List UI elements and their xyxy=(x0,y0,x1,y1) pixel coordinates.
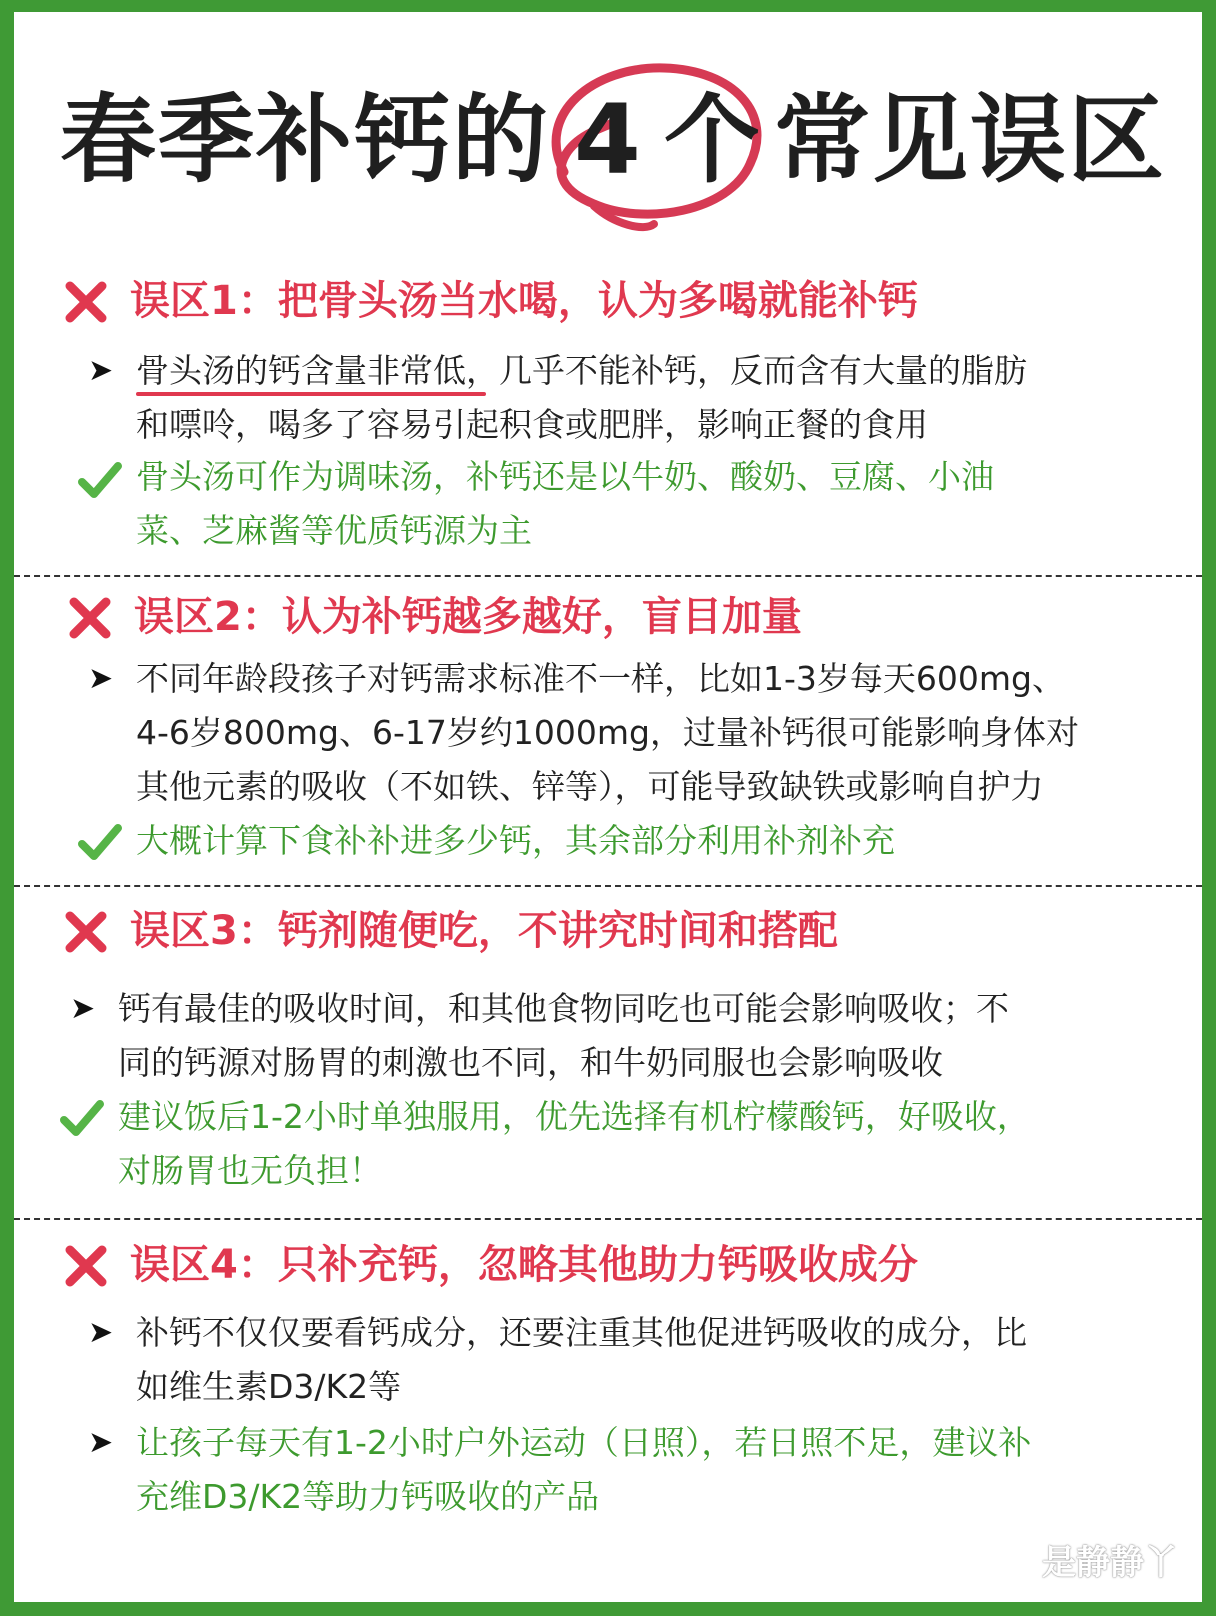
section-myth-4 xyxy=(14,1234,1202,1534)
advice-line: 菜、芝麻酱等优质钙源为主 xyxy=(136,511,532,550)
dashed-divider xyxy=(14,885,1202,887)
explain-line: 补钙不仅仅要看钙成分，还要注重其他促进钙吸收的成分，比 xyxy=(136,1313,1027,1352)
arrow-bullet-icon: ➤ xyxy=(88,661,114,696)
advice-line: 让孩子每天有1-2小时户外运动（日照），若日照不足，建议补 xyxy=(136,1423,1032,1462)
advice-line: 建议饭后1-2小时单独服用，优先选择有机柠檬酸钙，好吸收， xyxy=(118,1097,1030,1136)
dashed-divider xyxy=(14,575,1202,577)
explain-line: 钙有最佳的吸收时间，和其他食物同吃也可能会影响吸收；不 xyxy=(118,989,1009,1028)
page-title xyxy=(14,70,1202,220)
arrow-bullet-icon: ➤ xyxy=(88,1425,114,1460)
cross-icon xyxy=(64,280,108,324)
title-left-text: 春季补钙的 xyxy=(60,84,550,196)
infographic-card xyxy=(14,12,1202,1602)
explain-line: 不同年龄段孩子对钙需求标准不一样，比如1-3岁每天600mg、 xyxy=(136,659,1065,698)
red-underline xyxy=(136,392,486,396)
check-icon xyxy=(60,1098,104,1138)
cross-icon xyxy=(64,910,108,954)
dashed-divider xyxy=(14,1218,1202,1220)
explain-line: 和嘌呤，喝多了容易引起积食或肥胖，影响正餐的食用 xyxy=(136,405,928,444)
section-heading: 误区3：钙剂随便吃，不讲究时间和搭配 xyxy=(130,908,838,954)
title-right-text: 常见误区 xyxy=(774,84,1166,196)
explain-line: 其他元素的吸收（不如铁、锌等），可能导致缺铁或影响自护力 xyxy=(136,767,1044,806)
cross-icon xyxy=(64,1244,108,1288)
arrow-bullet-icon: ➤ xyxy=(70,991,96,1026)
explain-line: 4-6岁800mg、6-17岁约1000mg，过量补钙很可能影响身体对 xyxy=(136,713,1079,752)
arrow-bullet-icon: ➤ xyxy=(88,1315,114,1350)
cross-icon xyxy=(68,596,112,640)
advice-line: 大概计算下食补补进多少钙，其余部分利用补剂补充 xyxy=(136,821,895,860)
check-icon xyxy=(78,460,122,500)
section-heading: 误区4：只补充钙，忽略其他助力钙吸收成分 xyxy=(130,1242,918,1288)
title-measure-word: 个 xyxy=(664,84,760,196)
section-myth-2 xyxy=(14,588,1202,868)
watermark: 是静静丫 xyxy=(1042,1543,1178,1583)
section-myth-1 xyxy=(14,270,1202,560)
section-heading: 误区2：认为补钙越多越好，盲目加量 xyxy=(134,594,802,640)
advice-line: 骨头汤可作为调味汤，补钙还是以牛奶、酸奶、豆腐、小油 xyxy=(136,457,994,496)
check-icon xyxy=(78,822,122,862)
section-heading: 误区1：把骨头汤当水喝，认为多喝就能补钙 xyxy=(130,278,918,324)
section-myth-3 xyxy=(14,898,1202,1198)
title-number: 4 xyxy=(574,84,641,196)
advice-line: 对肠胃也无负担！ xyxy=(118,1151,382,1190)
explain-line: 同的钙源对肠胃的刺激也不同，和牛奶同服也会影响吸收 xyxy=(118,1043,943,1082)
arrow-bullet-icon: ➤ xyxy=(88,353,114,388)
advice-line: 充维D3/K2等助力钙吸收的产品 xyxy=(136,1477,600,1516)
explain-line: 骨头汤的钙含量非常低，几乎不能补钙，反而含有大量的脂肪 xyxy=(136,351,1027,390)
explain-line: 如维生素D3/K2等 xyxy=(136,1367,402,1406)
